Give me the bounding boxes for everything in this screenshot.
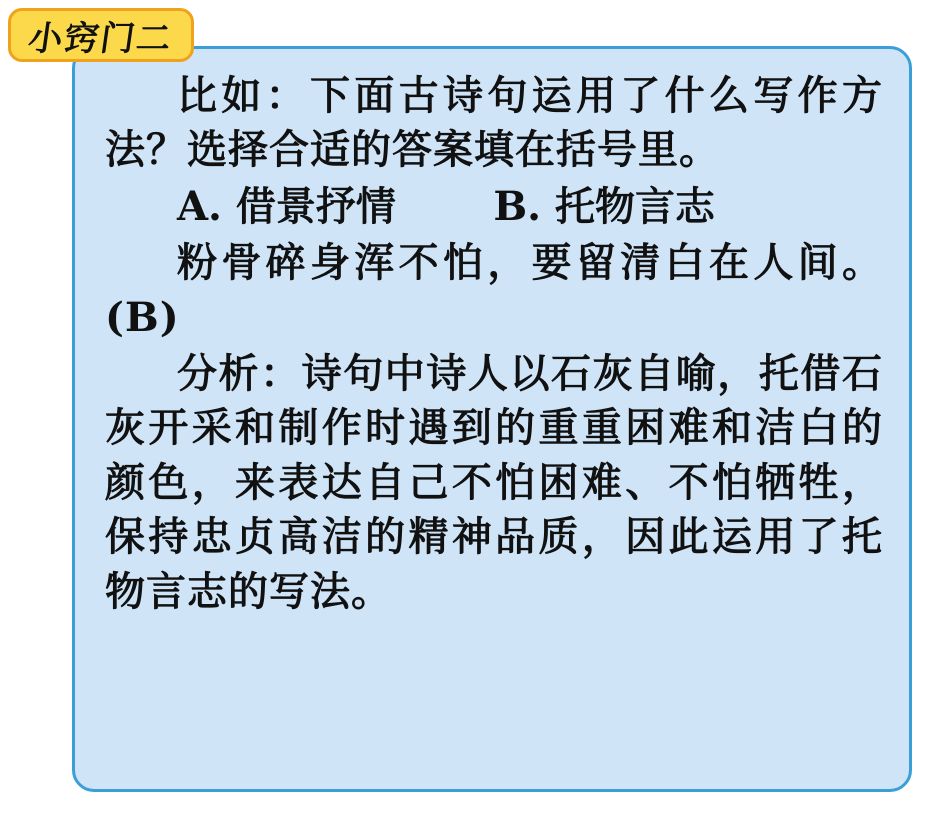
analysis-text: 分析：诗句中诗人以石灰自喻，托借石灰开采和制作时遇到的重重困难和洁白的颜色，来表达自己不怕困难、不怕牺牲，保持忠贞高洁的精神品质，因此运用了托物言志的写法。 xyxy=(105,349,883,615)
tip-badge xyxy=(8,8,194,62)
content-panel xyxy=(72,46,912,792)
tip-badge-label: 小窍门二 xyxy=(25,18,176,59)
answer-options-line: A. 借景抒情 B. 托物言志 xyxy=(177,182,716,230)
example-prompt-text: 比如：下面古诗句运用了什么写作方法？选择合适的答案填在括号里。 xyxy=(105,72,883,174)
panel-inner xyxy=(75,49,909,789)
poem-quote-line: 粉骨碎身浑不怕，要留清白在人间。(B) xyxy=(105,239,883,341)
